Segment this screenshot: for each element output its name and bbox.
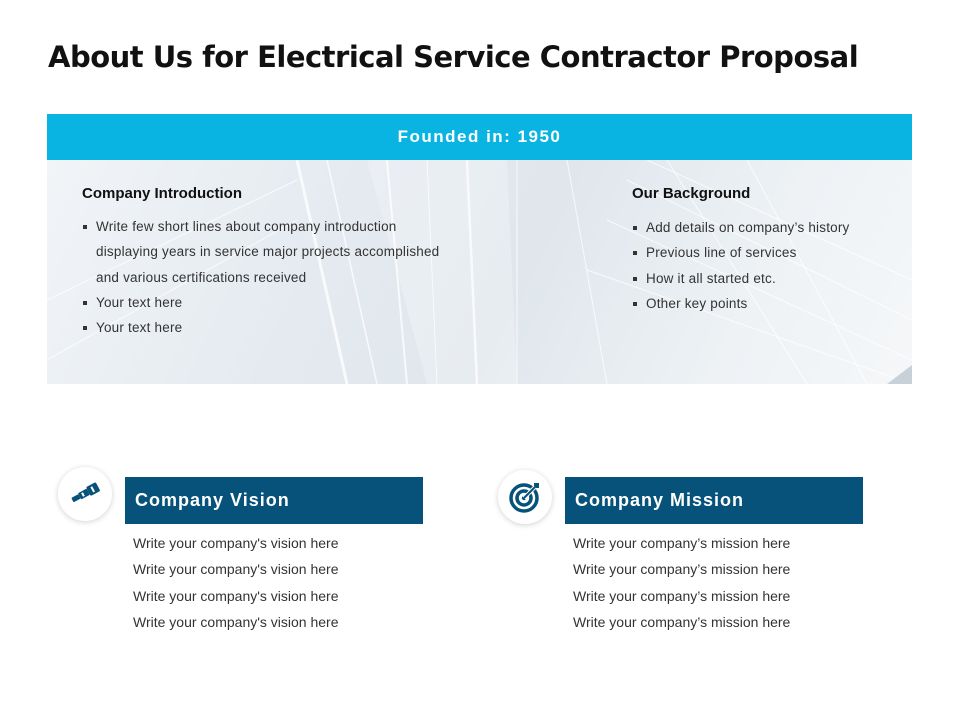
background-bullet: Add details on company’s history (632, 215, 902, 240)
background-heading: Our Background (632, 185, 751, 202)
background-bullet: How it all started etc. (632, 266, 902, 291)
vision-icon-badge (58, 467, 112, 521)
mission-line: Write your company’s mission here (573, 561, 791, 578)
mission-line: Write your company’s mission here (573, 613, 791, 630)
background-bullet: Previous line of services (632, 240, 902, 265)
vision-heading: Company Vision (125, 477, 423, 524)
mission-heading: Company Mission (565, 477, 863, 524)
telescope-icon (68, 477, 102, 511)
vision-line: Write your company's vision here (133, 613, 339, 630)
vision-lines (133, 530, 339, 635)
intro-list (82, 214, 462, 340)
target-icon (508, 480, 542, 514)
about-panel (47, 114, 912, 384)
intro-bullet: Your text here (82, 290, 462, 315)
vision-line: Write your company's vision here (133, 561, 339, 578)
intro-bullet: Your text here (82, 315, 462, 340)
mission-line: Write your company’s mission here (573, 587, 791, 604)
intro-heading: Company Introduction (82, 185, 242, 202)
mission-lines (573, 530, 790, 635)
vision-line: Write your company's vision here (133, 587, 339, 604)
mission-line: Write your company’s mission here (573, 535, 791, 551)
vision-line: Write your company's vision here (133, 535, 339, 551)
intro-bullet: Write few short lines about company introduction displaying years in service major projects accomplished and various certifications received (82, 214, 462, 290)
background-list (632, 215, 902, 316)
mission-icon-badge (498, 470, 552, 524)
background-bullet: Other key points (632, 291, 902, 316)
founded-banner: Founded in: 1950 (47, 114, 912, 160)
page-title: About Us for Electrical Service Contractor Proposal (48, 40, 859, 74)
